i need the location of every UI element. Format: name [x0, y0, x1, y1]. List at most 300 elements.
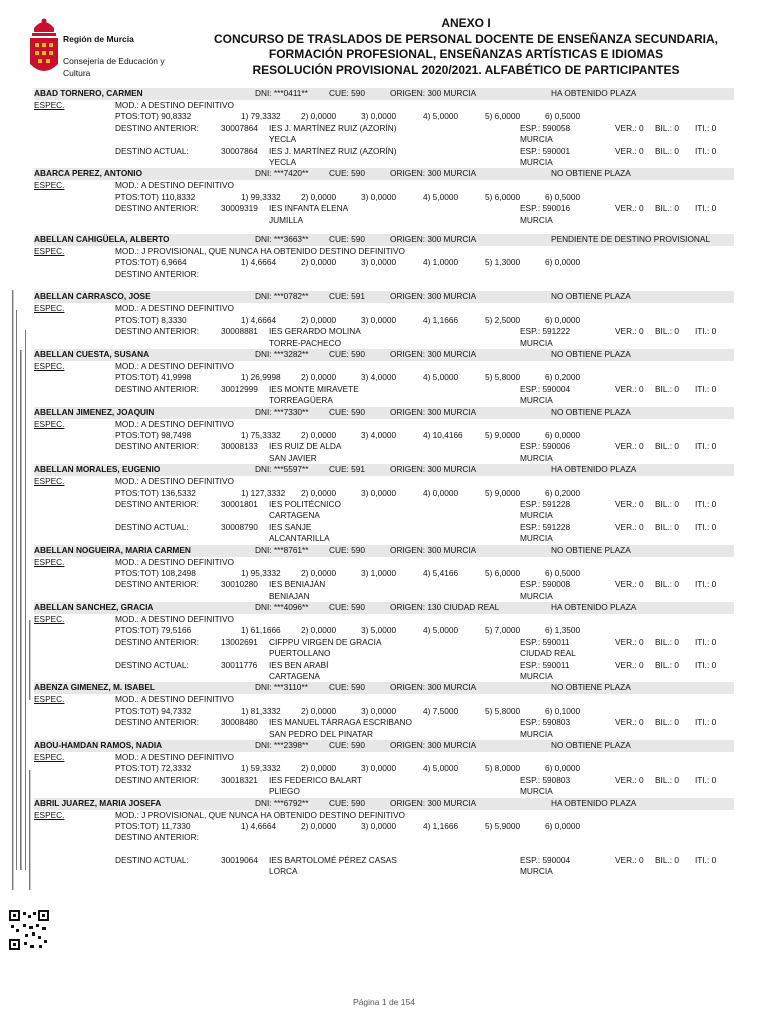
status-badge: NO OBTIENE PLAZA	[551, 291, 631, 302]
points-value: 3) 0,0000	[361, 111, 397, 122]
destination-row	[34, 441, 734, 452]
destination-row	[34, 499, 734, 510]
points-value: 1) 59,3332	[241, 763, 281, 774]
destination-label: DESTINO ANTERIOR:	[115, 441, 199, 452]
points-value: 4) 1,0000	[423, 257, 459, 268]
destination-location-row	[34, 866, 734, 877]
participant-name: ABELLAN CUESTA, SUSANA	[34, 349, 150, 360]
modality-row	[34, 361, 734, 372]
specialty-code: ESP.: 591228	[520, 498, 571, 509]
iti-value: ITI.: 0	[695, 659, 717, 670]
city-name: ALCANTARILLA	[269, 533, 330, 544]
specialty-code: ESP.: 590016	[520, 203, 571, 214]
points-value: 2) 0,0000	[301, 820, 337, 831]
center-code: 30009319	[221, 203, 258, 214]
iti-value: ITI.: 0	[695, 203, 717, 214]
participant-record	[34, 349, 734, 407]
iti-value: ITI.: 0	[695, 774, 717, 785]
iti-value: ITI.: 0	[695, 579, 717, 590]
center-code: 30012999	[221, 383, 258, 394]
region-name: MURCIA	[520, 337, 553, 348]
bil-value: BIL.: 0	[655, 441, 679, 452]
points-value: 4) 5,0000	[423, 625, 459, 636]
points-value: 1) 127,3332	[241, 487, 286, 498]
participant-origin: ORIGEN: 300 MURCIA	[390, 464, 477, 475]
destination-row	[34, 203, 734, 214]
points-row	[34, 315, 734, 326]
city-name: CARTAGENA	[269, 671, 320, 682]
destination-label: DESTINO ANTERIOR:	[115, 498, 199, 509]
ver-value: VER.: 0	[615, 855, 644, 866]
participant-origin: ORIGEN: 300 MURCIA	[390, 168, 477, 179]
region-name: MURCIA	[520, 156, 553, 167]
points-value: PTOS:TOT) 90,8332	[115, 111, 192, 122]
destination-location-row	[34, 671, 734, 682]
participant-dni: DNI: ***8761**	[255, 544, 309, 555]
bil-value: BIL.: 0	[655, 145, 679, 156]
participant-name: ABELLAN CARRASCO, JOSE	[34, 291, 151, 302]
points-value: 1) 79,3332	[241, 111, 281, 122]
center-code: 30008133	[221, 441, 258, 452]
iti-value: ITI.: 0	[695, 122, 717, 133]
modality: MOD.: A DESTINO DEFINITIVO	[115, 100, 234, 110]
participant-record	[34, 88, 734, 168]
center-code: 30011776	[221, 659, 258, 670]
page-header	[0, 0, 768, 92]
institution-name: IES RUIZ DE ALDA	[269, 441, 342, 452]
participant-record	[34, 407, 734, 465]
city-name: JUMILLA	[269, 214, 304, 225]
ver-value: VER.: 0	[615, 203, 644, 214]
participant-record	[34, 740, 734, 798]
points-value: 6) 0,5000	[545, 111, 581, 122]
ver-value: VER.: 0	[615, 579, 644, 590]
points-value: PTOS:TOT) 41,9998	[115, 372, 192, 383]
points-value: 5) 6,0000	[485, 191, 521, 202]
record-header	[34, 602, 734, 614]
region-name: MURCIA	[520, 728, 553, 739]
points-value: 1) 81,3332	[241, 705, 281, 716]
points-row	[34, 706, 734, 717]
bil-value: BIL.: 0	[655, 659, 679, 670]
specialty-code: ESP.: 590006	[520, 441, 571, 452]
points-value: 3) 4,0000	[361, 372, 397, 383]
participant-cue: CUE: 590	[329, 682, 365, 693]
participant-cue: CUE: 590	[329, 88, 365, 98]
participant-dni: DNI: ***6792**	[255, 797, 309, 808]
destination-label: DESTINO ANTERIOR:	[115, 774, 199, 785]
institution-name: IES J. MARTÍNEZ RUIZ (AZORÍN)	[269, 122, 397, 133]
city-name: CARTAGENA	[269, 510, 320, 521]
participant-dni: DNI: ***7330**	[255, 406, 309, 417]
destination-location-row	[34, 786, 734, 797]
modality-row	[34, 476, 734, 487]
modality-row	[34, 614, 734, 625]
ver-value: VER.: 0	[615, 498, 644, 509]
destination-label: DESTINO ANTERIOR:	[115, 122, 199, 133]
participant-record	[34, 545, 734, 603]
points-value: 2) 0,0000	[301, 487, 337, 498]
page-number: Página 1 de 154	[353, 997, 415, 1007]
points-value: 4) 7,5000	[423, 705, 459, 716]
espec-link: ESPEC.	[34, 694, 65, 705]
iti-value: ITI.: 0	[695, 326, 717, 337]
participant-record	[34, 682, 734, 740]
modality: MOD.: A DESTINO DEFINITIVO	[115, 556, 234, 567]
record-header	[34, 798, 734, 810]
participant-origin: ORIGEN: 300 MURCIA	[390, 349, 477, 360]
participant-origin: ORIGEN: 300 MURCIA	[390, 88, 477, 98]
destination-location-row	[34, 648, 734, 659]
points-value: 3) 0,0000	[361, 191, 397, 202]
destination-label: DESTINO ACTUAL:	[115, 659, 189, 670]
destination-location-row	[34, 395, 734, 406]
region-name: MURCIA	[520, 533, 553, 544]
participant-name: ABELLAN JIMENEZ, JOAQUIN	[34, 406, 155, 417]
ver-value: VER.: 0	[615, 717, 644, 728]
points-value: 1) 26,9998	[241, 372, 281, 383]
institution-name: IES POLITÉCNICO	[269, 498, 341, 509]
points-value: 4) 10,4166	[423, 429, 463, 440]
participant-origin: ORIGEN: 300 MURCIA	[390, 291, 477, 302]
iti-value: ITI.: 0	[695, 498, 717, 509]
bil-value: BIL.: 0	[655, 122, 679, 133]
participant-cue: CUE: 591	[329, 291, 365, 302]
iti-value: ITI.: 0	[695, 521, 717, 532]
center-code: 30008881	[221, 326, 258, 337]
destination-location-row	[34, 338, 734, 349]
destination-label: DESTINO ACTUAL:	[115, 521, 189, 532]
status-badge: NO OBTIENE PLAZA	[551, 349, 631, 360]
region-name: MURCIA	[520, 452, 553, 463]
institution-name: CIFPPU VIRGEN DE GRACIA	[269, 636, 382, 647]
destination-row	[34, 637, 734, 648]
bil-value: BIL.: 0	[655, 855, 679, 866]
modality-row	[34, 303, 734, 314]
city-name: PUERTOLLANO	[269, 648, 331, 659]
points-value: 6) 0,1000	[545, 705, 581, 716]
participant-name: ABELLAN NOGUEIRA, MARIA CARMEN	[34, 544, 191, 555]
modality-row	[34, 419, 734, 430]
modality-row	[34, 246, 734, 257]
modality-row	[34, 100, 734, 111]
points-value: 5) 5,9000	[485, 820, 521, 831]
espec-link: ESPEC.	[34, 751, 65, 762]
institution-name: IES MANUEL TÁRRAGA ESCRIBANO	[269, 717, 412, 728]
status-badge: NO OBTIENE PLAZA	[551, 406, 631, 417]
participant-cue: CUE: 590	[329, 349, 365, 360]
points-value: 6) 0,2000	[545, 487, 581, 498]
modality-row	[34, 694, 734, 705]
destination-row	[34, 855, 734, 866]
city-name: LORCA	[269, 866, 298, 877]
destination-label: DESTINO ANTERIOR:	[115, 203, 199, 214]
points-value: 5) 6,0000	[485, 567, 521, 578]
specialty-code: ESP.: 591228	[520, 521, 571, 532]
ver-value: VER.: 0	[615, 441, 644, 452]
specialty-code: ESP.: 590004	[520, 383, 571, 394]
espec-link: ESPEC.	[34, 614, 65, 625]
points-value: 1) 4,6664	[241, 314, 277, 325]
status-badge: NO OBTIENE PLAZA	[551, 168, 631, 179]
record-header	[34, 88, 734, 100]
iti-value: ITI.: 0	[695, 441, 717, 452]
iti-value: ITI.: 0	[695, 855, 717, 866]
points-value: 2) 0,0000	[301, 705, 337, 716]
participant-dni: DNI: ***5597**	[255, 464, 309, 475]
modality-row	[34, 752, 734, 763]
points-value: 5) 9,0000	[485, 487, 521, 498]
record-header	[34, 291, 734, 303]
participant-dni: DNI: ***0782**	[255, 291, 309, 302]
points-value: PTOS:TOT) 72,3332	[115, 763, 192, 774]
points-value: 6) 1,3500	[545, 625, 581, 636]
participant-record	[34, 291, 734, 349]
specialty-code: ESP.: 590004	[520, 855, 571, 866]
participant-record	[34, 464, 734, 544]
status-badge: HA OBTENIDO PLAZA	[551, 797, 637, 808]
specialty-code: ESP.: 590008	[520, 579, 571, 590]
region-murcia-crest-icon	[26, 14, 62, 86]
institution-name: IES FEDERICO BALART	[269, 774, 362, 785]
points-value: 6) 0,5000	[545, 191, 581, 202]
city-name: TORRE-PACHECO	[269, 337, 342, 348]
points-value: 2) 0,0000	[301, 763, 337, 774]
points-value: 2) 0,0000	[301, 314, 337, 325]
center-code: 30018321	[221, 774, 258, 785]
points-value: 3) 0,0000	[361, 820, 397, 831]
bil-value: BIL.: 0	[655, 326, 679, 337]
city-name: TORREAGÜERA	[269, 395, 333, 406]
specialty-code: ESP.: 590001	[520, 145, 571, 156]
points-value: 5) 2,5000	[485, 314, 521, 325]
points-value: 1) 99,3332	[241, 191, 281, 202]
destination-location-row	[34, 533, 734, 544]
participant-origin: ORIGEN: 300 MURCIA	[390, 233, 477, 244]
center-code: 30008480	[221, 717, 258, 728]
points-value: 5) 1,3000	[485, 257, 521, 268]
points-value: 2) 0,0000	[301, 625, 337, 636]
points-value: 4) 5,0000	[423, 111, 459, 122]
points-row	[34, 192, 734, 203]
record-header	[34, 682, 734, 694]
bil-value: BIL.: 0	[655, 521, 679, 532]
ver-value: VER.: 0	[615, 659, 644, 670]
modality: MOD.: A DESTINO DEFINITIVO	[115, 751, 234, 762]
bil-value: BIL.: 0	[655, 636, 679, 647]
iti-value: ITI.: 0	[695, 717, 717, 728]
points-row	[34, 111, 734, 122]
record-header	[34, 740, 734, 752]
status-badge: HA OBTENIDO PLAZA	[551, 602, 637, 613]
bil-value: BIL.: 0	[655, 383, 679, 394]
region-name: MURCIA	[520, 786, 553, 797]
participant-cue: CUE: 590	[329, 544, 365, 555]
status-badge: NO OBTIENE PLAZA	[551, 739, 631, 750]
city-name: YECLA	[269, 134, 297, 145]
points-row	[34, 430, 734, 441]
participant-name: ABOU-HAMDAN RAMOS, NADIA	[34, 739, 163, 750]
city-name: SAN JAVIER	[269, 452, 317, 463]
participant-record	[34, 798, 734, 878]
iti-value: ITI.: 0	[695, 383, 717, 394]
specialty-code: ESP.: 590803	[520, 717, 571, 728]
points-value: 6) 0,0000	[545, 257, 581, 268]
center-code: 13002691	[221, 636, 258, 647]
destination-row	[34, 717, 734, 728]
destination-row	[34, 326, 734, 337]
destination-location-row	[34, 844, 734, 855]
bil-value: BIL.: 0	[655, 498, 679, 509]
points-value: 5) 5,8000	[485, 705, 521, 716]
region-name: MURCIA	[520, 134, 553, 145]
status-badge: PENDIENTE DE DESTINO PROVISIONAL	[551, 233, 711, 244]
modality: MOD.: A DESTINO DEFINITIVO	[115, 180, 234, 191]
destination-label: DESTINO ACTUAL:	[115, 855, 189, 866]
points-value: 6) 0,0000	[545, 429, 581, 440]
espec-link: ESPEC.	[34, 100, 65, 110]
bil-value: BIL.: 0	[655, 203, 679, 214]
iti-value: ITI.: 0	[695, 145, 717, 156]
ver-value: VER.: 0	[615, 145, 644, 156]
points-value: 5) 6,0000	[485, 111, 521, 122]
destination-row	[34, 269, 734, 280]
center-code: 30008790	[221, 521, 258, 532]
center-code: 30019064	[221, 855, 258, 866]
participant-cue: CUE: 590	[329, 168, 365, 179]
points-value: 4) 5,0000	[423, 372, 459, 383]
points-value: 2) 0,0000	[301, 191, 337, 202]
points-value: PTOS:TOT) 110,8332	[115, 191, 196, 202]
title-line: ANEXO I	[441, 16, 491, 30]
destination-label: DESTINO ANTERIOR:	[115, 383, 199, 394]
participant-cue: CUE: 590	[329, 406, 365, 417]
participant-origin: ORIGEN: 300 MURCIA	[390, 406, 477, 417]
ver-value: VER.: 0	[615, 521, 644, 532]
status-badge: NO OBTIENE PLAZA	[551, 544, 631, 555]
participant-name: ABELLAN CAHIGÜELA, ALBERTO	[34, 233, 170, 244]
points-value: 6) 0,0000	[545, 820, 581, 831]
center-code: 30010280	[221, 579, 258, 590]
record-header	[34, 407, 734, 419]
destination-label: DESTINO ANTERIOR:	[115, 636, 199, 647]
points-value: 3) 0,0000	[361, 705, 397, 716]
city-name: PLIEGO	[269, 786, 300, 797]
espec-link: ESPEC.	[34, 476, 65, 487]
destination-label: DESTINO ANTERIOR:	[115, 717, 199, 728]
points-value: 6) 0,0000	[545, 763, 581, 774]
region-name: CIUDAD REAL	[520, 648, 576, 659]
modality: MOD.: A DESTINO DEFINITIVO	[115, 694, 234, 705]
points-row	[34, 568, 734, 579]
destination-location-row	[34, 215, 734, 226]
city-name: YECLA	[269, 156, 297, 167]
participant-dni: DNI: ***7420**	[255, 168, 309, 179]
specialty-code: ESP.: 590803	[520, 774, 571, 785]
destination-label: DESTINO ANTERIOR:	[115, 326, 199, 337]
participant-name: ABENZA GIMENEZ, M. ISABEL	[34, 682, 155, 693]
espec-link: ESPEC.	[34, 180, 65, 191]
participant-dni: DNI: ***2398**	[255, 739, 309, 750]
bil-value: BIL.: 0	[655, 579, 679, 590]
espec-link: ESPEC.	[34, 556, 65, 567]
participant-origin: ORIGEN: 300 MURCIA	[390, 544, 477, 555]
ver-value: VER.: 0	[615, 774, 644, 785]
participant-cue: CUE: 590	[329, 739, 365, 750]
points-value: 3) 0,0000	[361, 487, 397, 498]
points-value: 1) 61,1666	[241, 625, 281, 636]
destination-location-row	[34, 729, 734, 740]
ver-value: VER.: 0	[615, 383, 644, 394]
destination-label: DESTINO ANTERIOR:	[115, 579, 199, 590]
participant-cue: CUE: 590	[329, 797, 365, 808]
modality: MOD.: A DESTINO DEFINITIVO	[115, 361, 234, 372]
points-value: PTOS:TOT) 79,5166	[115, 625, 192, 636]
city-name: SAN PEDRO DEL PINATAR	[269, 728, 374, 739]
points-value: 6) 0,5000	[545, 567, 581, 578]
espec-link: ESPEC.	[34, 303, 65, 314]
points-value: PTOS:TOT) 108,2498	[115, 567, 196, 578]
destination-label: DESTINO ANTERIOR:	[115, 268, 199, 279]
org-department: Consejería de Educación y Cultura	[63, 56, 165, 78]
participant-name: ABARCA PEREZ, ANTONIO	[34, 168, 143, 179]
institution-name: IES MONTE MIRAVETE	[269, 383, 359, 394]
destination-row	[34, 384, 734, 395]
destination-location-row	[34, 157, 734, 168]
participant-dni: DNI: ***3663**	[255, 233, 309, 244]
points-value: PTOS:TOT) 136,5332	[115, 487, 196, 498]
points-value: 5) 5,8000	[485, 372, 521, 383]
institution-name: IES INFANTA ELENA	[269, 203, 349, 214]
points-value: PTOS:TOT) 11,7330	[115, 820, 191, 831]
points-value: 1) 95,3332	[241, 567, 281, 578]
destination-row	[34, 775, 734, 786]
modality-row	[34, 180, 734, 191]
modality-row	[34, 557, 734, 568]
destination-location-row	[34, 453, 734, 464]
ver-value: VER.: 0	[615, 636, 644, 647]
destination-location-row	[34, 591, 734, 602]
participant-cue: CUE: 590	[329, 233, 365, 244]
modality: MOD.: A DESTINO DEFINITIVO	[115, 418, 234, 429]
points-row	[34, 821, 734, 832]
participant-dni: DNI: ***3282**	[255, 349, 309, 360]
specialty-code: ESP.: 590011	[520, 659, 570, 670]
participant-dni: DNI: ***0411**	[255, 88, 308, 98]
points-value: 1) 75,3332	[241, 429, 281, 440]
institution-name: IES BARTOLOMÉ PÉREZ CASAS	[269, 855, 397, 866]
iti-value: ITI.: 0	[695, 636, 717, 647]
record-header	[34, 464, 734, 476]
points-value: 6) 0,0000	[545, 314, 581, 325]
participant-name: ABELLAN SANCHEZ, GRACIA	[34, 602, 154, 613]
destination-row	[34, 123, 734, 134]
institution-name: IES GERARDO MOLINA	[269, 326, 361, 337]
points-value: 3) 0,0000	[361, 314, 397, 325]
participant-cue: CUE: 591	[329, 464, 365, 475]
points-value: 2) 0,0000	[301, 257, 337, 268]
modality: MOD.: A DESTINO DEFINITIVO	[115, 303, 234, 314]
destination-row	[34, 522, 734, 533]
center-code: 30001801	[221, 498, 258, 509]
points-value: 3) 4,0000	[361, 429, 397, 440]
center-code: 30007864	[221, 122, 258, 133]
participant-origin: ORIGEN: 130 CIUDAD REAL	[390, 602, 500, 613]
record-header	[34, 349, 734, 361]
destination-location-row	[34, 134, 734, 145]
region-name: MURCIA	[520, 214, 553, 225]
points-value: 5) 9,0000	[485, 429, 521, 440]
